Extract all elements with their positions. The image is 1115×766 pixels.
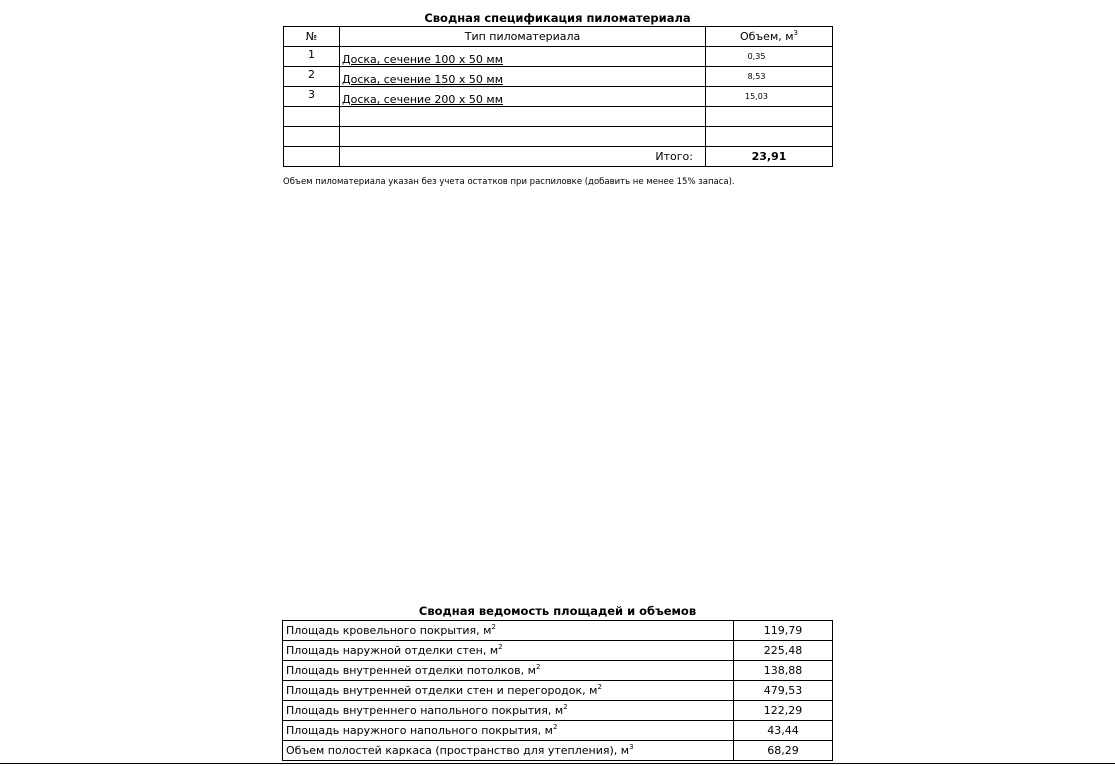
lumber-volume: 8,53 bbox=[706, 67, 833, 87]
row-number: 2 bbox=[284, 67, 340, 87]
table-header-row bbox=[284, 27, 833, 47]
lumber-spec-table bbox=[283, 26, 833, 167]
table-row bbox=[284, 67, 833, 87]
lumber-type: Доска, сечение 150 х 50 мм bbox=[340, 67, 706, 87]
empty-cell bbox=[706, 107, 833, 127]
area-label: Площадь наружной отделки стен, $м^2$ bbox=[283, 641, 734, 661]
volume-label: Объем полостей каркаса (пространство для утепления), $м^3$ bbox=[283, 741, 734, 761]
table-row bbox=[283, 641, 833, 661]
column-header-type: Тип пиломатериала bbox=[340, 27, 706, 47]
area-value: 479,53 bbox=[734, 681, 833, 701]
lumber-note: Объем пиломатериала указан без учета остатков при распиловке (добавить не менее 15% запаса). bbox=[283, 177, 735, 187]
areas-title: Сводная ведомость площадей и объемов bbox=[418, 604, 697, 618]
table-row bbox=[283, 741, 833, 761]
column-header-volume: Объем, $м^3$ bbox=[706, 27, 833, 47]
row-number: 3 bbox=[284, 87, 340, 107]
table-row bbox=[283, 681, 833, 701]
area-value: 119,79 bbox=[734, 621, 833, 641]
row-number: 1 bbox=[284, 47, 340, 67]
table-row bbox=[284, 87, 833, 107]
area-value: 138,88 bbox=[734, 661, 833, 681]
area-value: 225,48 bbox=[734, 641, 833, 661]
lumber-volume: 15,03 bbox=[706, 87, 833, 107]
area-label: Площадь внутреннего напольного покрытия, $м^2$ bbox=[283, 701, 734, 721]
lumber-type: Доска, сечение 100 х 50 мм bbox=[340, 47, 706, 67]
area-label: Площадь наружного напольного покрытия, $м^2$ bbox=[283, 721, 734, 741]
total-value: 23,91 bbox=[706, 147, 833, 167]
lumber-spec-title: Сводная спецификация пиломатериала bbox=[424, 11, 691, 25]
total-row bbox=[284, 147, 833, 167]
empty-cell bbox=[284, 147, 340, 167]
empty-cell bbox=[706, 127, 833, 147]
area-label: Площадь внутренней отделки потолков, $м^2$ bbox=[283, 661, 734, 681]
area-label: Площадь внутренней отделки стен и перегородок, $м^2$ bbox=[283, 681, 734, 701]
empty-row bbox=[284, 107, 833, 127]
lumber-type: Доска, сечение 200 х 50 мм bbox=[340, 87, 706, 107]
table-row bbox=[283, 701, 833, 721]
empty-cell bbox=[340, 107, 706, 127]
area-value: 122,29 bbox=[734, 701, 833, 721]
empty-row bbox=[284, 127, 833, 147]
volume-value: 68,29 bbox=[734, 741, 833, 761]
table-row bbox=[283, 621, 833, 641]
empty-cell bbox=[284, 127, 340, 147]
page-bottom-rule bbox=[0, 763, 1115, 764]
table-row bbox=[284, 47, 833, 67]
lumber-volume: 0,35 bbox=[706, 47, 833, 67]
empty-cell bbox=[340, 127, 706, 147]
empty-cell bbox=[284, 107, 340, 127]
area-value: 43,44 bbox=[734, 721, 833, 741]
column-header-no: № bbox=[284, 27, 340, 47]
areas-table bbox=[282, 620, 833, 761]
table-row bbox=[283, 721, 833, 741]
total-label: Итого: bbox=[340, 147, 706, 167]
table-row bbox=[283, 661, 833, 681]
area-label: Площадь кровельного покрытия, $м^2$ bbox=[283, 621, 734, 641]
